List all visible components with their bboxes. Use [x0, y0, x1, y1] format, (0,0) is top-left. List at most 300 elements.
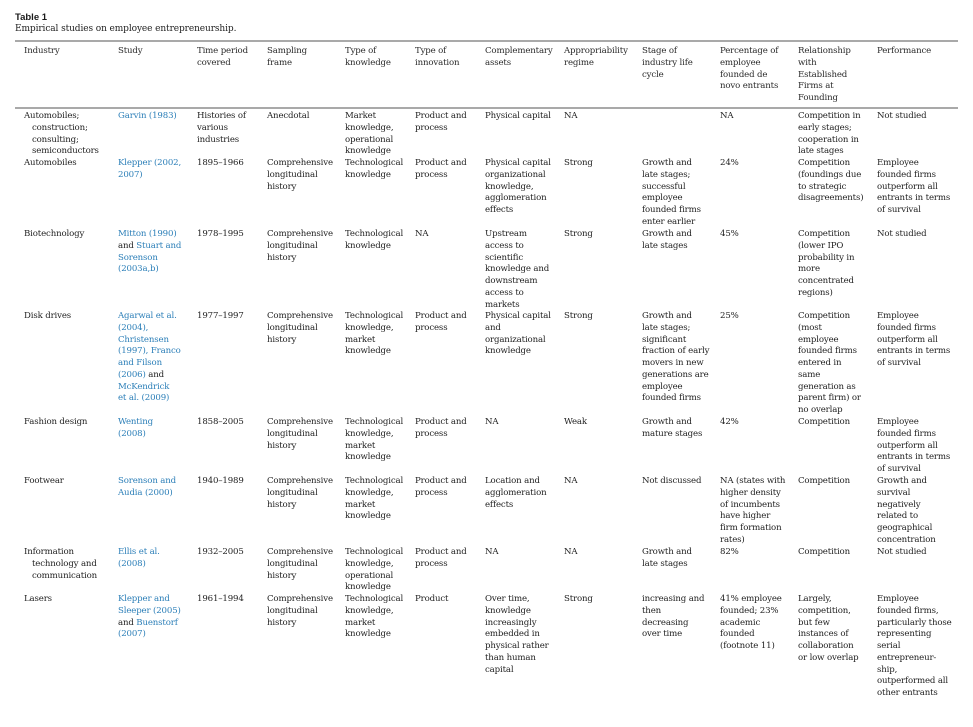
citation-link[interactable]: (2003a,b)	[118, 264, 159, 275]
cell-sampling-frame	[267, 311, 333, 346]
cell-line: process	[415, 322, 448, 333]
cell-type-of-innovation	[415, 111, 467, 135]
citation-link[interactable]: Ellis et al.	[118, 547, 160, 557]
cell-line: founded firms	[642, 393, 701, 404]
cell-line: operational	[345, 570, 394, 581]
cell-type-of-innovation	[415, 311, 467, 335]
cell-line: history	[267, 181, 297, 192]
cell-line: NA	[564, 476, 578, 486]
cell-line: generations are	[642, 369, 709, 380]
citation-link[interactable]: Sleeper (2005)	[118, 605, 181, 616]
cell-line: knowledge and	[485, 264, 550, 275]
cell-line: of survival	[877, 464, 921, 474]
cell-complementary-assets	[485, 417, 498, 429]
cell-line: Competition in	[798, 111, 861, 121]
cell-employee-founded-percentage	[720, 311, 739, 323]
cell-time-period	[197, 229, 244, 241]
cell-line: firm formation	[720, 523, 782, 533]
cell-performance	[877, 111, 926, 123]
cell-line: Strong	[564, 158, 593, 168]
cell-line: Histories of	[197, 111, 246, 121]
cell-line: 1940–1989	[197, 476, 244, 486]
cell-study	[118, 158, 181, 182]
cell-line: Technological	[345, 547, 404, 557]
cell-line: operational	[345, 134, 394, 145]
cell-line: market	[345, 617, 376, 628]
cell-line: organizational	[485, 169, 546, 180]
cell-line: increasing and	[642, 594, 705, 604]
cell-line: of survival	[877, 358, 921, 368]
table-caption-title: Empirical studies on employee entrepreneurship.	[15, 24, 237, 34]
cell-line: enter earlier	[642, 216, 696, 227]
study-line	[118, 229, 181, 241]
cell-line: have higher	[720, 511, 771, 522]
cell-line: Not studied	[877, 111, 927, 121]
study-line	[118, 629, 181, 641]
cell-industry-life-cycle-stage	[642, 158, 701, 229]
cell-line: history	[267, 440, 297, 451]
cell-line: process	[415, 487, 448, 498]
cell-line: Biotechnology	[24, 229, 85, 239]
cell-line: knowledge,	[345, 122, 394, 133]
citation-link[interactable]: Stuart and	[136, 240, 182, 251]
cell-line: academic	[720, 617, 761, 628]
cell-industry	[24, 547, 97, 582]
cell-study	[118, 476, 176, 500]
cell-line: knowledge	[345, 629, 391, 640]
cell-industry	[24, 229, 84, 241]
cell-line: Competition	[798, 547, 850, 557]
column-header-line: Type of	[345, 46, 377, 56]
cell-line: same	[798, 369, 821, 380]
cell-complementary-assets	[485, 311, 551, 358]
cell-line: Not studied	[877, 229, 927, 239]
citation-link[interactable]: 2007)	[118, 169, 143, 180]
cell-line: knowledge	[345, 346, 391, 357]
cell-employee-founded-percentage	[720, 594, 782, 653]
cell-line: various	[197, 122, 228, 133]
cell-line: Employee	[877, 311, 919, 321]
cell-line: Technological	[345, 476, 404, 486]
cell-sampling-frame	[267, 229, 333, 264]
cell-industry	[24, 311, 71, 323]
cell-line: but few	[798, 617, 830, 628]
column-header-industry-life-cycle-stage	[642, 46, 693, 81]
cell-line: access to	[485, 287, 524, 298]
column-header-complementary-assets	[485, 46, 553, 70]
cell-type-of-knowledge	[345, 547, 403, 594]
cell-line: Product	[415, 594, 449, 604]
column-header-appropriability-regime	[564, 46, 628, 70]
cell-line: semiconductors	[32, 146, 99, 157]
cell-employee-founded-percentage	[720, 158, 739, 170]
cell-type-of-innovation	[415, 229, 428, 241]
cell-industry-life-cycle-stage	[642, 594, 704, 641]
study-line	[118, 335, 181, 347]
study-line	[118, 488, 176, 500]
cell-line: 1858–2005	[197, 417, 244, 427]
cell-line: consulting;	[32, 134, 79, 145]
column-header-relationship-with-established-firms	[798, 46, 851, 105]
cell-line: Over time,	[485, 594, 530, 604]
cell-line: Comprehensive	[267, 594, 333, 604]
cell-line: Employee	[877, 158, 919, 168]
cell-appropriability-regime	[564, 594, 593, 606]
column-header-line: with	[798, 57, 817, 68]
column-header-line: Stage of	[642, 46, 677, 56]
cell-line: Technological	[345, 158, 404, 168]
column-header-line: Complementary	[485, 46, 553, 56]
citation-link[interactable]: (2007)	[118, 629, 146, 640]
cell-appropriability-regime	[564, 547, 577, 559]
cell-employee-founded-percentage	[720, 547, 739, 559]
cell-appropriability-regime	[564, 476, 577, 488]
cell-line: over time	[642, 629, 683, 640]
cell-industry-life-cycle-stage	[642, 311, 709, 405]
cell-line: concentrated	[798, 276, 854, 286]
column-header-line: founded de	[720, 69, 768, 80]
cell-line: employee	[798, 334, 839, 345]
cell-type-of-knowledge	[345, 229, 403, 253]
cell-line: knowledge	[345, 511, 391, 522]
cell-line: process	[415, 122, 448, 133]
study-line	[118, 264, 181, 276]
cell-line: 25%	[720, 311, 739, 321]
column-header-type-of-innovation	[415, 46, 459, 70]
cell-employee-founded-percentage	[720, 417, 739, 429]
cell-employee-founded-percentage	[720, 476, 785, 547]
cell-appropriability-regime	[564, 111, 577, 123]
column-header-line: employee	[720, 57, 761, 68]
cell-line: representing	[877, 629, 932, 640]
cell-line: Product and	[415, 417, 467, 427]
citation-link[interactable]: Mitton (1990)	[118, 229, 177, 239]
cell-line: embedded in	[485, 629, 540, 640]
cell-line: organizational	[485, 334, 546, 345]
citation-link[interactable]: Audia (2000)	[118, 487, 173, 498]
cell-line: Growth and	[642, 417, 692, 427]
citation-link[interactable]: Wenting	[118, 417, 153, 427]
cell-line: knowledge,	[485, 181, 534, 192]
cell-line: Technological	[345, 229, 404, 239]
column-header-time-period	[197, 46, 248, 70]
cell-line: outperformed all	[877, 676, 949, 687]
cell-type-of-knowledge	[345, 311, 403, 358]
citation-link[interactable]: (1997), Franco	[118, 346, 181, 357]
cell-line: Physical capital	[485, 111, 551, 121]
cell-line: particularly those	[877, 617, 952, 628]
cell-line: 42%	[720, 417, 739, 427]
study-line	[118, 253, 181, 265]
citation-link[interactable]: Garvin (1983)	[118, 111, 177, 121]
cell-line: founded firms	[877, 169, 936, 180]
cell-line: then	[642, 605, 662, 616]
study-line	[118, 358, 181, 370]
cell-type-of-knowledge	[345, 158, 403, 182]
column-header-line: regime	[564, 57, 594, 68]
cell-line: Competition	[798, 229, 850, 239]
cell-line: downstream	[485, 276, 538, 286]
study-line	[118, 158, 181, 170]
cell-line: Comprehensive	[267, 229, 333, 239]
cell-line: Employee	[877, 417, 919, 427]
cell-line: founded firms	[642, 205, 701, 215]
study-line	[118, 170, 181, 182]
cell-industry	[24, 158, 77, 170]
cell-line: longitudinal	[267, 558, 318, 569]
cell-line: Strong	[564, 594, 593, 604]
cell-relationship-with-established-firms	[798, 111, 861, 158]
cell-type-of-knowledge	[345, 594, 403, 641]
cell-appropriability-regime	[564, 229, 593, 241]
cell-line: access to	[485, 240, 524, 251]
cell-line: to strategic	[798, 181, 847, 192]
citation-link[interactable]: Sorenson and	[118, 476, 176, 486]
cell-line: mature stages	[642, 428, 703, 439]
cell-line: parent firm) or	[798, 393, 861, 404]
column-header-employee-founded-percentage	[720, 46, 778, 93]
column-header-sampling-frame	[267, 46, 307, 70]
cell-study	[118, 417, 153, 441]
cell-line: Not studied	[877, 547, 927, 557]
cell-line: generation as	[798, 381, 856, 392]
cell-line: (lower IPO	[798, 240, 844, 251]
cell-relationship-with-established-firms	[798, 158, 863, 205]
column-header-line: cycle	[642, 69, 664, 80]
cell-line: history	[267, 334, 297, 345]
cell-complementary-assets	[485, 547, 498, 559]
study-line	[118, 370, 181, 382]
cell-sampling-frame	[267, 547, 333, 582]
study-line	[118, 323, 181, 335]
cell-study	[118, 229, 181, 276]
cell-type-of-knowledge	[345, 111, 393, 158]
cell-line: Product and	[415, 158, 467, 168]
cell-line: knowledge,	[345, 428, 394, 439]
cell-line: movers in new	[642, 358, 704, 368]
cell-line: 1978–1995	[197, 229, 244, 239]
cell-line: NA (states with	[720, 476, 786, 486]
table-caption-label: Table 1	[15, 12, 48, 23]
cell-performance	[877, 158, 950, 217]
study-line	[118, 346, 181, 358]
column-header-line: assets	[485, 57, 511, 68]
cell-relationship-with-established-firms	[798, 417, 850, 429]
cell-complementary-assets	[485, 476, 546, 511]
column-header-industry	[24, 46, 60, 58]
cell-line: NA	[415, 229, 429, 239]
cell-line: late stages;	[642, 322, 691, 333]
cell-line: history	[267, 617, 297, 628]
cell-line: competition,	[798, 605, 851, 616]
cell-line: knowledge	[345, 452, 391, 463]
cell-line: late stages	[642, 240, 688, 251]
cell-line: increasingly	[485, 617, 537, 628]
cell-line: founded firms	[877, 428, 936, 439]
cell-line: process	[415, 558, 448, 569]
cell-line: NA	[564, 111, 578, 121]
cell-line: longitudinal	[267, 169, 318, 180]
cell-performance	[877, 417, 950, 476]
cell-appropriability-regime	[564, 311, 593, 323]
citation-link[interactable]: Klepper and	[118, 594, 170, 604]
cell-study	[118, 111, 177, 123]
cell-line: knowledge,	[345, 558, 394, 569]
cell-line: no overlap	[798, 405, 843, 415]
cell-line: Growth and	[877, 476, 927, 486]
cell-line: Competition	[798, 476, 850, 486]
citation-link[interactable]: Sorenson	[118, 252, 158, 263]
cell-line: 1977–1997	[197, 311, 244, 321]
cell-line: communication	[32, 570, 97, 581]
cell-line: Footwear	[24, 476, 64, 486]
cell-line: collaboration	[798, 641, 854, 651]
cell-complementary-assets	[485, 594, 549, 676]
cell-line: early stages;	[798, 122, 852, 133]
cell-line: outperform all	[877, 181, 938, 192]
cell-industry-life-cycle-stage	[642, 417, 702, 441]
cell-appropriability-regime	[564, 417, 587, 429]
cell-line: entrepreneur-	[877, 652, 937, 663]
cell-line: employee	[642, 381, 683, 392]
cell-line: Product and	[415, 111, 467, 121]
study-line	[118, 111, 177, 123]
cell-line: Anecdotal	[267, 111, 310, 121]
cell-performance	[877, 476, 936, 547]
cell-line: Automobiles;	[24, 111, 80, 121]
column-header-line: industry life	[642, 57, 693, 68]
cell-line: markets	[485, 299, 520, 310]
column-header-line: Percentage of	[720, 46, 779, 56]
cell-line: related to	[877, 511, 918, 522]
cell-line: probability in	[798, 252, 855, 263]
cell-line: Competition	[798, 158, 850, 168]
cell-line: of survival	[877, 205, 921, 215]
cell-line: founded	[720, 629, 755, 640]
cell-line: knowledge	[345, 169, 391, 180]
cell-line: Technological	[345, 417, 404, 427]
cell-sampling-frame	[267, 594, 333, 629]
cell-performance	[877, 547, 926, 559]
cell-line: Product and	[415, 311, 467, 321]
citation-link[interactable]: McKendrick	[118, 381, 170, 392]
citation-link[interactable]: and Filson	[118, 358, 162, 368]
citation-link[interactable]: Klepper (2002,	[118, 158, 182, 168]
citation-link[interactable]: Buenstorf	[136, 617, 178, 628]
cell-line: other entrants	[877, 688, 938, 698]
citation-link[interactable]: (2006)	[118, 369, 146, 380]
study-line	[118, 606, 181, 618]
cell-line: higher density	[720, 487, 781, 498]
cell-time-period	[197, 111, 246, 146]
cell-line: successful	[642, 181, 686, 192]
cell-study	[118, 311, 181, 405]
cell-line: NA	[564, 547, 578, 557]
header-bottom-rule	[15, 107, 958, 109]
cell-line: Information	[24, 547, 74, 557]
study-line	[118, 382, 181, 394]
cell-line: knowledge	[345, 146, 391, 157]
cell-line: capital	[485, 664, 514, 675]
cell-line: late stages	[798, 146, 844, 157]
cell-line: Technological	[345, 311, 404, 321]
cell-line: entrants in terms	[877, 452, 951, 463]
citation-link[interactable]: Christensen	[118, 334, 169, 345]
cell-line: founded firms	[798, 346, 857, 357]
study-line	[118, 476, 176, 488]
cell-line: cooperation in	[798, 134, 859, 145]
cell-line: industries	[197, 134, 240, 145]
cell-line: longitudinal	[267, 487, 318, 498]
cell-line: Product and	[415, 547, 467, 557]
cell-line: rates)	[720, 534, 745, 545]
cell-line: Upstream	[485, 229, 527, 239]
cell-line: knowledge	[485, 346, 531, 357]
cell-line: history	[267, 570, 297, 581]
cell-line: and	[485, 322, 501, 333]
cell-appropriability-regime	[564, 158, 593, 170]
cell-line: technology and	[32, 558, 97, 569]
cell-line: Automobiles	[24, 158, 77, 168]
cell-line: Comprehensive	[267, 417, 333, 427]
cell-sampling-frame	[267, 111, 309, 123]
cell-line: Employee	[877, 594, 919, 604]
cell-line: more	[798, 264, 820, 275]
cell-line: ship,	[877, 664, 898, 675]
cell-line: Product and	[415, 476, 467, 486]
cell-line: Market	[345, 111, 376, 121]
cell-line: Competition	[798, 311, 850, 321]
cell-line: NA	[720, 111, 734, 121]
cell-line: outperform all	[877, 334, 938, 345]
column-header-line: Founding	[798, 93, 838, 103]
cell-line: founded firms	[877, 322, 936, 333]
cell-line: NA	[485, 417, 499, 427]
citation-link[interactable]: et al. (2009)	[118, 393, 170, 404]
cell-employee-founded-percentage	[720, 229, 739, 241]
cell-line: Growth and	[642, 229, 692, 239]
cell-line: concentration	[877, 534, 936, 545]
cell-line: Lasers	[24, 594, 52, 604]
cell-line: scientific	[485, 252, 524, 263]
cell-line: Comprehensive	[267, 158, 333, 168]
study-line	[118, 417, 153, 429]
cell-study	[118, 547, 160, 571]
cell-type-of-innovation	[415, 547, 467, 571]
cell-industry	[24, 111, 99, 158]
cell-relationship-with-established-firms	[798, 229, 854, 300]
citation-link[interactable]: (2004),	[118, 322, 149, 333]
cell-line: knowledge,	[345, 487, 394, 498]
cell-line: than human	[485, 652, 536, 663]
cell-type-of-innovation	[415, 594, 448, 606]
citation-link[interactable]: (2008)	[118, 428, 146, 439]
cell-employee-founded-percentage	[720, 111, 733, 123]
cell-industry	[24, 594, 52, 606]
cell-line: outperform all	[877, 440, 938, 451]
cell-industry-life-cycle-stage	[642, 476, 701, 488]
cell-relationship-with-established-firms	[798, 311, 861, 417]
cell-line: Largely,	[798, 594, 832, 604]
cell-industry-life-cycle-stage	[642, 547, 692, 571]
cell-line: geographical	[877, 523, 933, 533]
cell-industry	[24, 476, 64, 488]
cell-line: Fashion design	[24, 417, 88, 427]
study-line	[118, 618, 181, 630]
citation-link[interactable]: (2008)	[118, 558, 146, 569]
citation-link[interactable]: Agarwal et al.	[118, 311, 177, 321]
cell-line: or low overlap	[798, 652, 859, 663]
